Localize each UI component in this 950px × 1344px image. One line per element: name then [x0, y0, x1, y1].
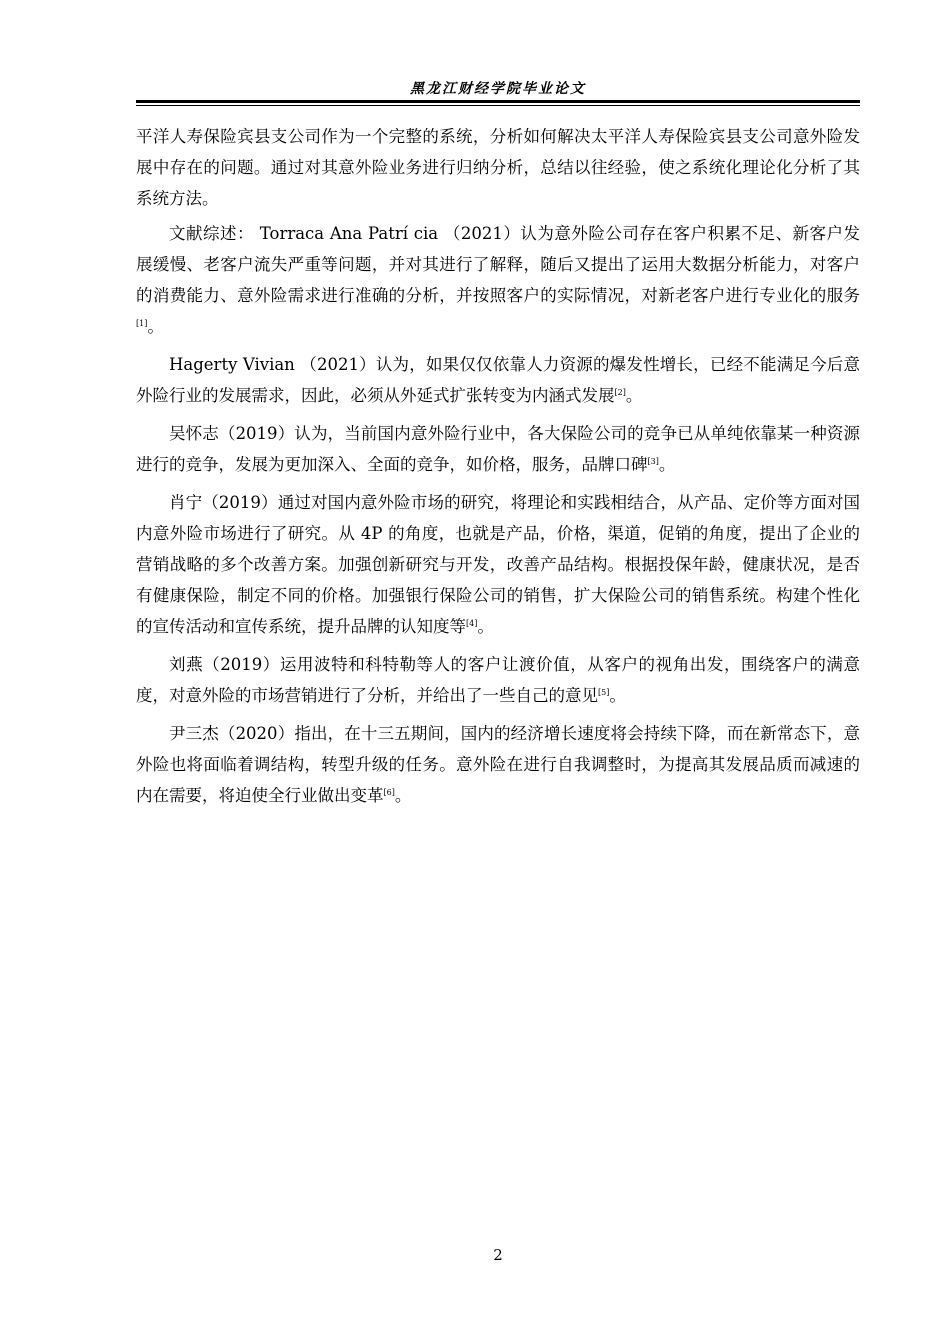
- page-number: 2: [493, 1246, 503, 1264]
- paragraph-4: 吴怀志（2019）认为，当前国内意外险行业中，各大保险公司的竞争已从单纯依靠某一种资源进行的竞争，发展为更加深入、全面的竞争，如价格，服务，品牌口碑[3]。: [136, 424, 860, 474]
- page-header-title: 黑龙江财经学院毕业论文: [410, 81, 586, 97]
- citation-ref: [1]: [136, 319, 148, 328]
- header-rule-thin: [136, 105, 860, 106]
- paragraph-6: 刘燕（2019）运用波特和科特勒等人的客户让渡价值，从客户的视角出发，围绕客户的满意度，对意外险的市场营销进行了分析，并给出了一些自己的意见[5]。: [136, 655, 860, 705]
- citation-ref: [5]: [598, 688, 610, 697]
- body-text: [136, 121, 860, 818]
- paragraph-1: 平洋人寿保险宾县支公司作为一个完整的系统，分析如何解决太平洋人寿保险宾县支公司意外险发展中存在的问题。通过对其意外险业务进行归纳分析，总结以往经验，使之系统化理论化分析了其系统方法。: [136, 127, 860, 208]
- citation-ref: [3]: [647, 457, 659, 466]
- header-rule-thick: [136, 100, 860, 103]
- paragraph-3: Hagerty Vivian （2021）认为，如果仅仅依靠人力资源的爆发性增长，已经不能满足今后意外险行业的发展需求，因此，必须从外延式扩张转变为内涵式发展[2]。: [136, 355, 860, 405]
- paragraph-5: 肖宁（2019）通过对国内意外险市场的研究，将理论和实践相结合，从产品、定价等方面对国内意外险市场进行了研究。从 4P 的角度，也就是产品，价格，渠道，促销的角度，提出了企业的营销战略的多个改善方案。加强创新研究与开发，改善产品结构。根据投保年龄，健康状况，是否有健康保险，制定不同的价格。加强银行保险公司的销售，扩大保险公司的销售系统。构建个性化的宣传活动和宣传系统，提升品牌的认知度等[4]。: [136, 493, 860, 636]
- citation-ref: [6]: [383, 788, 395, 797]
- paragraph-7: 尹三杰（2020）指出，在十三五期间，国内的经济增长速度将会持续下降，而在新常态下，意外险也将面临着调结构，转型升级的任务。意外险在进行自我调整时，为提高其发展品质而减速的内在需要，将迫使全行业做出变革[6]。: [136, 724, 860, 805]
- citation-ref: [4]: [466, 619, 478, 628]
- citation-ref: [2]: [614, 388, 626, 397]
- paragraph-2: 文献综述： Torraca Ana Patrí cia （2021）认为意外险公司存在客户积累不足、新客户发展缓慢、老客户流失严重等问题，并对其进行了解释，随后又提出了运用大数据分析能力，对客户的消费能力、意外险需求进行准确的分析，并按照客户的实际情况，对新老客户进行专业化的服务[1]。: [136, 224, 860, 336]
